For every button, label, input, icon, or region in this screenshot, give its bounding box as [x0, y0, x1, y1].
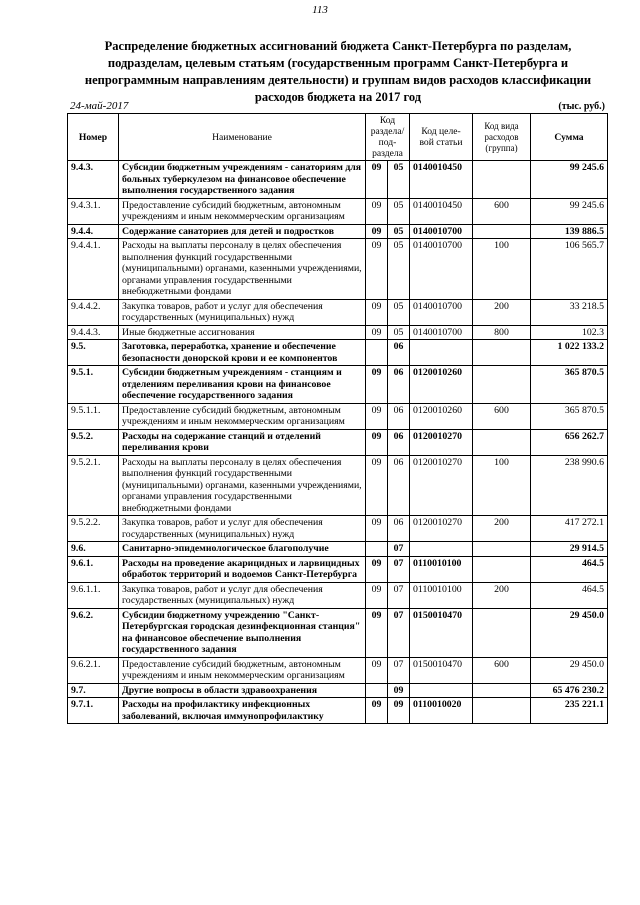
row-amount: 99 245.6: [531, 161, 608, 199]
row-article: 0140010700: [410, 299, 473, 325]
row-amount: 464.5: [531, 556, 608, 582]
row-article: 0110010100: [410, 582, 473, 608]
row-podrazdel: 06: [388, 340, 410, 366]
row-razdel: 09: [366, 516, 388, 542]
row-number: 9.6.2.1.: [68, 657, 119, 683]
row-expense-type: 100: [473, 239, 531, 300]
table-row: [68, 455, 608, 516]
table-row: [68, 340, 608, 366]
table-row: [68, 325, 608, 340]
row-number: 9.5.2.2.: [68, 516, 119, 542]
row-article: 0120010270: [410, 455, 473, 516]
row-name: Предоставление субсидий бюджетным, автономным учреждениям и иным некоммерческим организациям: [119, 403, 366, 429]
row-expense-type: 600: [473, 403, 531, 429]
header-number: Номер: [68, 114, 119, 161]
row-article: 0110010020: [410, 698, 473, 724]
row-article: 0120010260: [410, 403, 473, 429]
row-name: Субсидии бюджетным учреждениям - санаториям для больных туберкулезом на финансовое обеспечение выполнения государственного задания: [119, 161, 366, 199]
row-article: 0140010700: [410, 325, 473, 340]
row-expense-type: [473, 340, 531, 366]
row-podrazdel: 06: [388, 455, 410, 516]
row-expense-type: 600: [473, 657, 531, 683]
row-razdel: 09: [366, 161, 388, 199]
row-number: 9.6.1.: [68, 556, 119, 582]
table-row: [68, 224, 608, 239]
row-amount: 656 262.7: [531, 429, 608, 455]
row-podrazdel: 06: [388, 366, 410, 404]
row-amount: 102.3: [531, 325, 608, 340]
row-expense-type: [473, 608, 531, 657]
row-amount: 29 450.0: [531, 608, 608, 657]
row-razdel: 09: [366, 455, 388, 516]
table-row: [68, 429, 608, 455]
row-amount: 29 450.0: [531, 657, 608, 683]
row-podrazdel: 06: [388, 403, 410, 429]
row-name: Расходы на выплаты персоналу в целях обеспечения выполнения функций государственными (муниципальными) органами, казенными учреждениями, органами управления государственными внебюджетными фондами: [119, 455, 366, 516]
row-name: Расходы на профилактику инфекционных заболеваний, включая иммунопрофилактику: [119, 698, 366, 724]
row-article: 0140010700: [410, 224, 473, 239]
row-podrazdel: 09: [388, 683, 410, 698]
row-article: 0120010270: [410, 429, 473, 455]
row-razdel: 09: [366, 556, 388, 582]
row-amount: 365 870.5: [531, 366, 608, 404]
table-row: [68, 542, 608, 557]
row-name: Закупка товаров, работ и услуг для обеспечения государственных (муниципальных) нужд: [119, 516, 366, 542]
row-podrazdel: 05: [388, 299, 410, 325]
row-name: Иные бюджетные ассигнования: [119, 325, 366, 340]
row-number: 9.4.4.: [68, 224, 119, 239]
row-expense-type: 200: [473, 516, 531, 542]
row-name: Расходы на проведение акарицидных и ларвицидных обработок территорий и водоемов Санкт-Петербурга: [119, 556, 366, 582]
table-row: [68, 161, 608, 199]
row-number: 9.5.2.1.: [68, 455, 119, 516]
row-number: 9.6.1.1.: [68, 582, 119, 608]
row-article: [410, 542, 473, 557]
row-amount: 235 221.1: [531, 698, 608, 724]
document-title: Распределение бюджетных ассигнований бюджета Санкт-Петербурга по разделам, подразделам, целевым статьям (государственным программ Санкт-Петербурга и непрограммным направлениям деятельности) и группам видов расходов классификации расходов бюджета на 2017 год: [84, 39, 592, 104]
row-number: 9.5.: [68, 340, 119, 366]
row-razdel: 09: [366, 608, 388, 657]
row-expense-type: [473, 366, 531, 404]
row-name: Содержание санаториев для детей и подростков: [119, 224, 366, 239]
header-section-code: Код раздела/ под- раздела: [366, 114, 410, 161]
row-razdel: 09: [366, 429, 388, 455]
row-razdel: 09: [366, 366, 388, 404]
row-podrazdel: 07: [388, 657, 410, 683]
row-razdel: 09: [366, 299, 388, 325]
row-expense-type: 600: [473, 198, 531, 224]
row-podrazdel: 07: [388, 582, 410, 608]
row-podrazdel: 05: [388, 161, 410, 199]
row-expense-type: [473, 698, 531, 724]
page-number: 113: [312, 4, 328, 16]
row-article: 0110010100: [410, 556, 473, 582]
table-row: [68, 698, 608, 724]
row-podrazdel: 05: [388, 239, 410, 300]
header-expense-type-code: Код вида расходов (группа): [473, 114, 531, 161]
row-expense-type: 100: [473, 455, 531, 516]
row-amount: 464.5: [531, 582, 608, 608]
row-name: Расходы на выплаты персоналу в целях обеспечения выполнения функций государственными (муниципальными) органами, казенными учреждениями, органами управления государственными внебюджетными фондами: [119, 239, 366, 300]
table-row: [68, 299, 608, 325]
table-row: [68, 239, 608, 300]
header-name: Наименование: [119, 114, 366, 161]
row-amount: 106 565.7: [531, 239, 608, 300]
row-expense-type: 200: [473, 299, 531, 325]
row-expense-type: [473, 429, 531, 455]
row-expense-type: 200: [473, 582, 531, 608]
row-number: 9.5.1.: [68, 366, 119, 404]
row-article: 0120010270: [410, 516, 473, 542]
row-name: Закупка товаров, работ и услуг для обеспечения государственных (муниципальных) нужд: [119, 582, 366, 608]
row-podrazdel: 09: [388, 698, 410, 724]
row-expense-type: [473, 161, 531, 199]
row-article: 0150010470: [410, 608, 473, 657]
row-razdel: 09: [366, 582, 388, 608]
header-amount: Сумма: [531, 114, 608, 161]
row-number: 9.5.2.: [68, 429, 119, 455]
row-expense-type: 800: [473, 325, 531, 340]
budget-table: [67, 113, 608, 724]
row-expense-type: [473, 224, 531, 239]
row-amount: 33 218.5: [531, 299, 608, 325]
row-article: 0140010450: [410, 161, 473, 199]
row-razdel: 09: [366, 239, 388, 300]
row-article: 0150010470: [410, 657, 473, 683]
header-article-code: Код целе- вой статьи: [410, 114, 473, 161]
row-number: 9.4.4.3.: [68, 325, 119, 340]
row-expense-type: [473, 542, 531, 557]
row-name: Санитарно-эпидемиологическое благополучие: [119, 542, 366, 557]
row-podrazdel: 05: [388, 198, 410, 224]
row-podrazdel: 07: [388, 542, 410, 557]
row-article: 0120010260: [410, 366, 473, 404]
row-podrazdel: 07: [388, 608, 410, 657]
table-row: [68, 582, 608, 608]
row-razdel: [366, 340, 388, 366]
row-number: 9.4.4.1.: [68, 239, 119, 300]
row-razdel: [366, 542, 388, 557]
row-name: Предоставление субсидий бюджетным, автономным учреждениям и иным некоммерческим организациям: [119, 198, 366, 224]
row-razdel: 09: [366, 657, 388, 683]
row-name: Расходы на содержание станций и отделений переливания крови: [119, 429, 366, 455]
row-number: 9.4.4.2.: [68, 299, 119, 325]
table-row: [68, 683, 608, 698]
row-number: 9.4.3.: [68, 161, 119, 199]
row-expense-type: [473, 683, 531, 698]
row-number: 9.6.: [68, 542, 119, 557]
table-row: [68, 556, 608, 582]
row-number: 9.6.2.: [68, 608, 119, 657]
table-row: [68, 516, 608, 542]
row-name: Другие вопросы в области здравоохранения: [119, 683, 366, 698]
row-name: Заготовка, переработка, хранение и обеспечение безопасности донорской крови и ее компонентов: [119, 340, 366, 366]
units-label: (тыс. руб.): [558, 101, 605, 112]
row-podrazdel: 06: [388, 429, 410, 455]
table-header-row: [68, 114, 608, 161]
table-row: [68, 366, 608, 404]
row-name: Субсидии бюджетным учреждениям - станциям и отделениям переливания крови на финансовое обеспечение государственного задания: [119, 366, 366, 404]
row-amount: 365 870.5: [531, 403, 608, 429]
row-name: Закупка товаров, работ и услуг для обеспечения государственных (муниципальных) нужд: [119, 299, 366, 325]
table-row: [68, 608, 608, 657]
row-number: 9.4.3.1.: [68, 198, 119, 224]
row-razdel: 09: [366, 198, 388, 224]
row-article: [410, 683, 473, 698]
row-podrazdel: 05: [388, 325, 410, 340]
row-razdel: 09: [366, 403, 388, 429]
row-amount: 238 990.6: [531, 455, 608, 516]
row-article: 0140010700: [410, 239, 473, 300]
row-name: Субсидии бюджетному учреждению "Санкт-Петербургская городская дезинфекционная станция" на финансовое обеспечение выполнения государственного задания: [119, 608, 366, 657]
row-name: Предоставление субсидий бюджетным, автономным учреждениям и иным некоммерческим организациям: [119, 657, 366, 683]
row-number: 9.7.: [68, 683, 119, 698]
table-row: [68, 403, 608, 429]
row-article: 0140010450: [410, 198, 473, 224]
row-amount: 65 476 230.2: [531, 683, 608, 698]
table-row: [68, 657, 608, 683]
table-row: [68, 198, 608, 224]
row-article: [410, 340, 473, 366]
row-razdel: [366, 683, 388, 698]
row-podrazdel: 05: [388, 224, 410, 239]
document-date: 24-май-2017: [70, 100, 129, 112]
row-amount: 99 245.6: [531, 198, 608, 224]
row-razdel: 09: [366, 224, 388, 239]
row-amount: 139 886.5: [531, 224, 608, 239]
row-podrazdel: 06: [388, 516, 410, 542]
row-expense-type: [473, 556, 531, 582]
row-razdel: 09: [366, 325, 388, 340]
row-amount: 417 272.1: [531, 516, 608, 542]
row-amount: 1 022 133.2: [531, 340, 608, 366]
row-number: 9.7.1.: [68, 698, 119, 724]
row-podrazdel: 07: [388, 556, 410, 582]
row-number: 9.5.1.1.: [68, 403, 119, 429]
row-razdel: 09: [366, 698, 388, 724]
row-amount: 29 914.5: [531, 542, 608, 557]
